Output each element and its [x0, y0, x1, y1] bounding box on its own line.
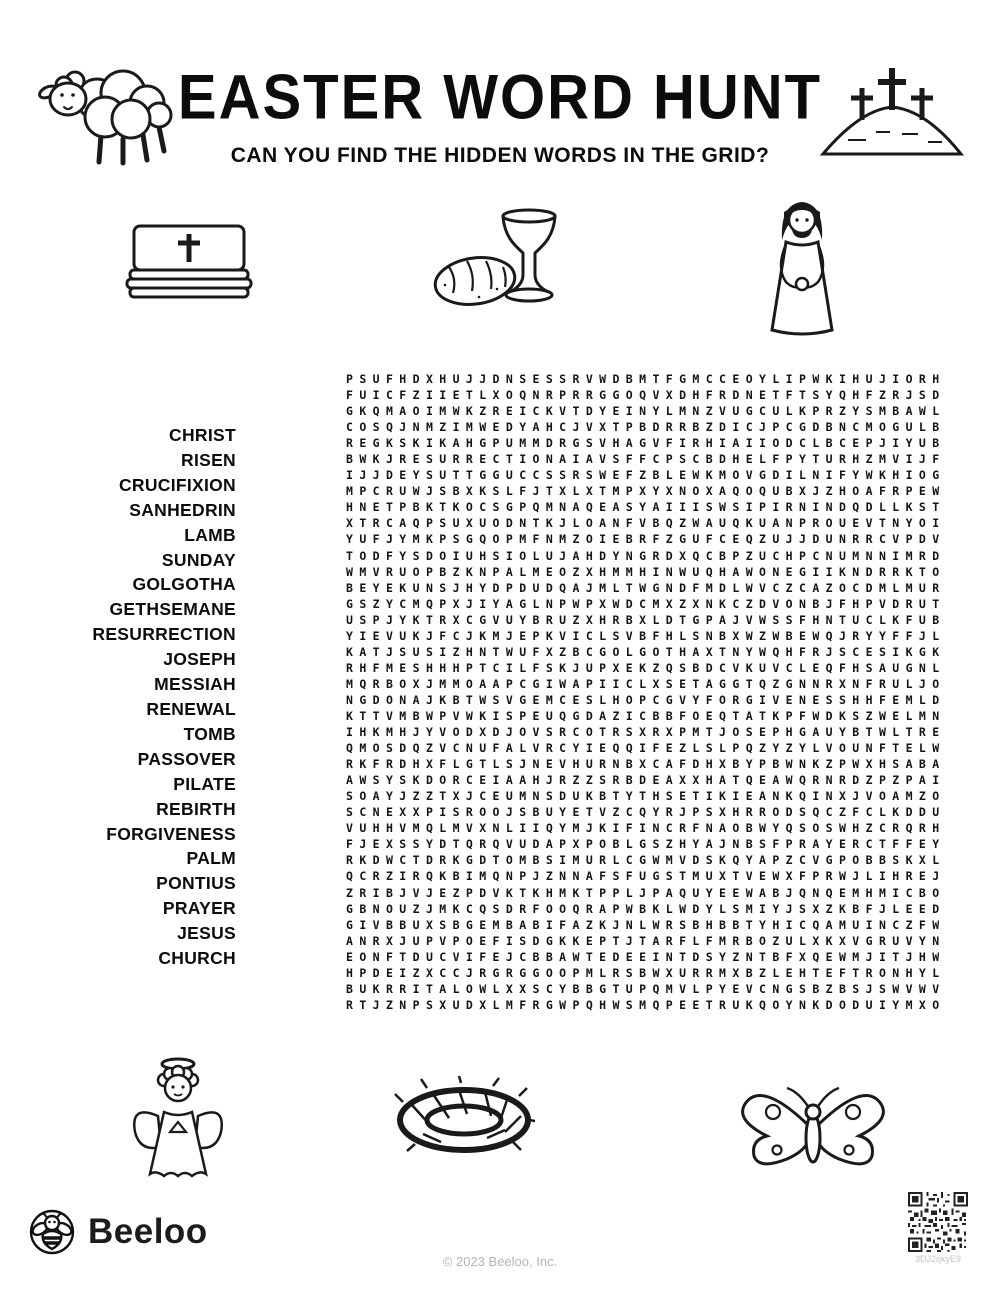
grid-row: HNETPBKTKOCSGPQMNAQEASYAIIISWSIPIRNINDQDLLKST: [346, 500, 946, 515]
copyright-text: © 2023 Beeloo, Inc.: [442, 1254, 558, 1269]
grid-row: MQRBOXJMMOAAPCGIWAPIICLXSETAGGTQZGNNRXNFRULJO: [346, 676, 946, 691]
grid-row: ANRXJUPVPOEFISDGKKEPTJTARFLFMRBOZULXKXVGRUVYN: [346, 933, 946, 948]
word-list-item: CHRIST: [169, 425, 236, 445]
word-list-item: REBIRTH: [156, 798, 236, 819]
word-list-item: TOMB: [183, 723, 236, 744]
butterfly-icon: [733, 1066, 893, 1186]
grid-row: AWSYSKDORCEIAAHJRZZSRBDEAXXHATQEAWQRNRDZPZPAI: [346, 773, 946, 788]
grid-row: RKDWCTDRKGDTOMBSIMURLCGWMVDSKQYAPZCVGPOBBSKXL: [346, 853, 946, 868]
grid-row: ZRIBJVJEZPDVKTKHMKTPPLJPAQUYEEWABJQNQEMHMICBO: [346, 885, 946, 900]
grid-row: QCRZIRQKBIMQNPJZNNAFSFUGSTMUXTVEWXFPRWJLIHREJ: [346, 869, 946, 884]
grid-row: TODFYSDOIUHSIOLUJAHDYNGRDXQCBPZUCHPCNUMNNIMRD: [346, 548, 946, 563]
page-title: EASTER WORD HUNT: [177, 62, 823, 133]
word-list-item: LAMB: [184, 524, 236, 545]
crown-of-thorns-icon: [393, 1076, 535, 1164]
word-list-item: CRUCIFIXION: [118, 474, 236, 495]
communion-icon: [423, 205, 565, 313]
word-list-item: SANHEDRIN: [129, 499, 236, 520]
word-list-item: PONTIUS: [156, 873, 236, 894]
grid-row: IHKMHJYVODXDJOVSRCOTRSXRXPMTJOSEPHGAUYBTWLTRE: [346, 725, 946, 740]
word-list-item: CHURCH: [158, 948, 236, 969]
word-list-item: MESSIAH: [154, 674, 236, 695]
grid-row: XTRCAQPSUXUODNTKJLOANFVBQZWAUQKUANPROUEVTNYOI: [346, 516, 946, 531]
grid-row: USPJYKTRXCGVUYBRUZXHRBXLDTGPAJVWSSFHNTUCLKFUB: [346, 612, 946, 627]
grid-row: PSUFHDXHUJJDNSESSRVWDBMTFGMCCEOYLIPWKIHUJIORH: [346, 372, 946, 386]
word-list-item: FORGIVENESS: [106, 823, 236, 844]
angel-icon: [128, 1054, 228, 1188]
word-list-item: PILATE: [173, 773, 236, 794]
grid-row: KTTVMBWPVWKISPEUQGDAZICBBFOEQTATKPFWDKSZWELMN: [346, 708, 946, 723]
grid-row: GIVBBUXSBGEMBABIFAZKJNLWRSBHBBTYHICQAMUINCZFW: [346, 917, 946, 932]
grid-row: IJJDEYSUTTGGUCCSSRSWEFZBLEWKMOVGDILNIFYWKHIOG: [346, 468, 946, 483]
bible-icon: [120, 222, 258, 302]
grid-row: SCNEXXPISROOJSBUYETVZCQYRJPSXHRRODSQCZFCLKDDU: [346, 805, 946, 820]
jesus-icon: [760, 196, 844, 338]
qr-code: [905, 1192, 971, 1252]
grid-row: BEYEKUNSJHYDPDUDQAJMLTWGNDFMDLWVCZCAZOCDMLMUR: [346, 580, 946, 595]
grid-row: YUFJYMKPSGQOPMFNMZOIEBRFZGUFCEQZUJJDUNRRCVPDV: [346, 532, 946, 547]
word-list-item: JOSEPH: [163, 649, 236, 670]
grid-row: QMOSDQZVCNUFALVRCYIEQQIFEZLSLPQZYZYLVOUNFTELW: [346, 741, 946, 756]
grid-row: VUHHVMQLMVXNLIIQYMJKIFINCRFNAOBWYQSOSWHZCRQRH: [346, 821, 946, 836]
grid-row: RTJZNPSXUDXLMFRGWPQHWSMQPEETRUKQOYNKDODUIYMXO: [346, 997, 946, 1012]
grid-row: SOAYJZZTXJCEUMNSDUKBTYTHSETIKIEANKQINXJVOAMZO: [346, 789, 946, 804]
word-list-item: PALM: [186, 848, 236, 869]
grid-row: HPDEIZXCCJRGRGGOOPMLRSBWXURRMXBZLEHTEFTRONHYL: [346, 965, 946, 980]
word-list: [78, 423, 236, 971]
grid-row: BWKJRESURRECTIONAIAVSFFCPSCBDHELFPYTURHZMVIJF: [346, 452, 946, 467]
bee-logo-icon: [27, 1207, 77, 1257]
word-list-item: PRAYER: [162, 898, 236, 919]
grid-row: FJEXSSYDTQRQVUDAPXPOBLGSZHYAJNBSFPRAYERCTFFEY: [346, 837, 946, 852]
grid-row: KATJSUSIZHNTWUFXZBCGOLGOTHAXTNYWQHFRJSCESIKGK: [346, 644, 946, 659]
word-list-item: GOLGOTHA: [132, 574, 236, 595]
grid-row: GSZYCMQPXJIYAGLNPWPXWDCMXZXNKCZDVONBJFHPVDRUT: [346, 596, 946, 611]
grid-row: BUKRRITALOWLXXSCYBBGTUPQMVLPYEVCNGSBZBSJSWVWV: [346, 981, 946, 996]
grid-row: REGKSKIKAHGPUMMDRGSVHAGVFIRHIAIIODCLBCEPJIYUB: [346, 436, 946, 451]
grid-row: FUICFZIIETLXOQNRPRRGGOQVXDHFRDNETFTSYQHFZRJSD: [346, 388, 946, 403]
word-list-item: GETHSEMANE: [109, 599, 236, 620]
word-list-item: SUNDAY: [161, 549, 236, 570]
word-list-item: PASSOVER: [137, 748, 236, 769]
grid-row: COSQJNMZIMWEDYAHCJVXTPBDRRBZDICJPCGDBNCMOGULB: [346, 420, 946, 435]
grid-row: MPCRUWJSBXKSLFJTXLXTMPXYXNOXAQOQUBXJZHOAFRPEW: [346, 484, 946, 499]
grid-row: WMVRUOPBZKNPALMEOZXHMMHINWUQHAWONEGIIKNDRRKTO: [346, 564, 946, 579]
grid-row: GBNOUZJMKCQSDRFOOQRAPWBKLWDYLSMIYJSXZKBFJLEED: [346, 901, 946, 916]
word-list-item: JESUS: [177, 923, 236, 944]
grid-row: YIEVUKJFCJKMJEPKVICLSVBFHLSNBXWZWBEWQJRYYFFJL: [346, 628, 946, 643]
page-subtitle: CAN YOU FIND THE HIDDEN WORDS IN THE GRID?: [230, 144, 770, 167]
grid-row: RHFMESHHHPTCILFSKJUPXEKZQSBDCVKUVCLEQFHSAUGNL: [346, 660, 946, 675]
grid-row: RKFRDHXFLGTLSJNEVHURNBXCAFDHXBYPBWNKZPWXHSABA: [346, 757, 946, 772]
qr-code-label: 3DJ2qkyE9: [914, 1254, 962, 1264]
word-list-item: RESURRECTION: [92, 624, 236, 645]
word-list-item: RENEWAL: [146, 698, 236, 719]
crosses-hill-icon: [818, 60, 966, 157]
grid-row: GKQMAOIMWKZREICKVTDYEINYLMNZVUGCULKPRZYSMBAWL: [346, 404, 946, 419]
grid-row: EONFTDUCVIFEJCBBAWTEDEEINTDSYZNTBFXQEWMJITJHW: [346, 949, 946, 964]
grid-row: NGDONAJKBTWSVGEMCESLHOPCGVYFORGIVENESSHHFEMLD: [346, 692, 946, 707]
word-grid: [346, 371, 946, 1013]
word-list-item: RISEN: [181, 449, 236, 470]
brand-wordmark: Beeloo: [88, 1212, 208, 1251]
